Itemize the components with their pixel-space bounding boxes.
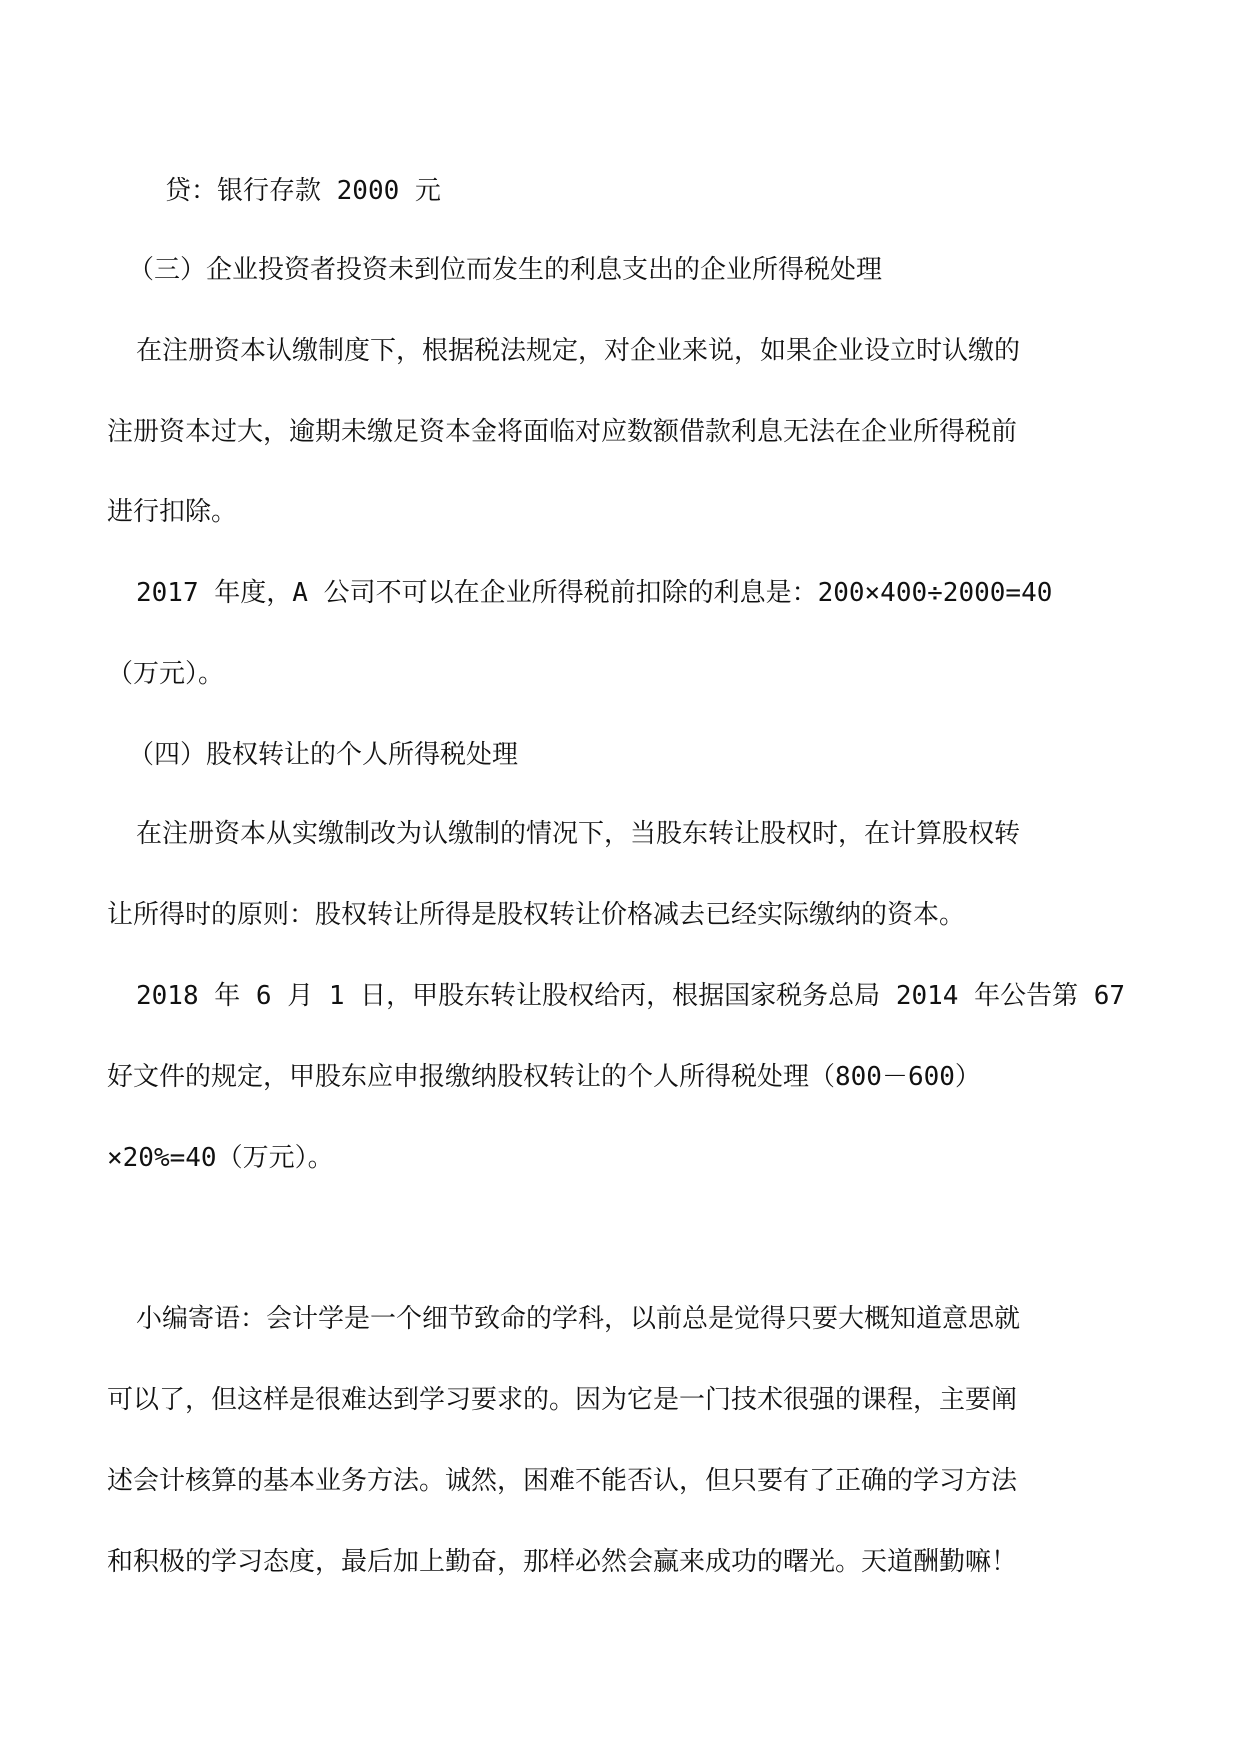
paragraph-line-share-transfer-date: 2018 年 6 月 1 日，甲股东转让股权给丙，根据国家税务总局 2014 年公告第 67 [136, 981, 1126, 1011]
paragraph-line-tax-result: ×20%=40（万元）。 [107, 1143, 334, 1173]
editor-note-line: 可以了，但这样是很难达到学习要求的。因为它是一门技术很强的课程，主要阐 [107, 1385, 1018, 1415]
editor-note-line: 小编寄语：会计学是一个细节致命的学科，以前总是觉得只要大概知道意思就 [136, 1304, 1021, 1334]
paragraph-line: （万元）。 [107, 659, 225, 689]
paragraph-line: 让所得时的原则：股权转让所得是股权转让价格减去已经实际缴纳的资本。 [107, 900, 966, 930]
paragraph-line: 注册资本过大，逾期未缴足资本金将面临对应数额借款利息无法在企业所得税前 [107, 417, 1018, 447]
paragraph-line: 在注册资本从实缴制改为认缴制的情况下，当股东转让股权时，在计算股权转 [136, 819, 1021, 849]
paragraph-line: 进行扣除。 [107, 497, 238, 527]
paragraph-line: 在注册资本认缴制度下，根据税法规定，对企业来说，如果企业设立时认缴的 [136, 336, 1021, 366]
text-line-credit-bank-deposit: 贷：银行存款 2000 元 [165, 176, 441, 206]
editor-note-line: 述会计核算的基本业务方法。诚然，困难不能否认，但只要有了正确的学习方法 [107, 1466, 1018, 1496]
heading-section-three: （三）企业投资者投资未到位而发生的利息支出的企业所得税处理 [128, 255, 883, 285]
paragraph-line-interest-calculation: 2017 年度，A 公司不可以在企业所得税前扣除的利息是：200×400÷2000=40 [136, 578, 1053, 608]
paragraph-line: 好文件的规定，甲股东应申报缴纳股权转让的个人所得税处理（800－600） [107, 1062, 981, 1092]
editor-note-line: 和积极的学习态度，最后加上勤奋，那样必然会赢来成功的曙光。天道酬勤嘛！ [107, 1547, 1018, 1577]
heading-section-four: （四）股权转让的个人所得税处理 [128, 740, 519, 770]
